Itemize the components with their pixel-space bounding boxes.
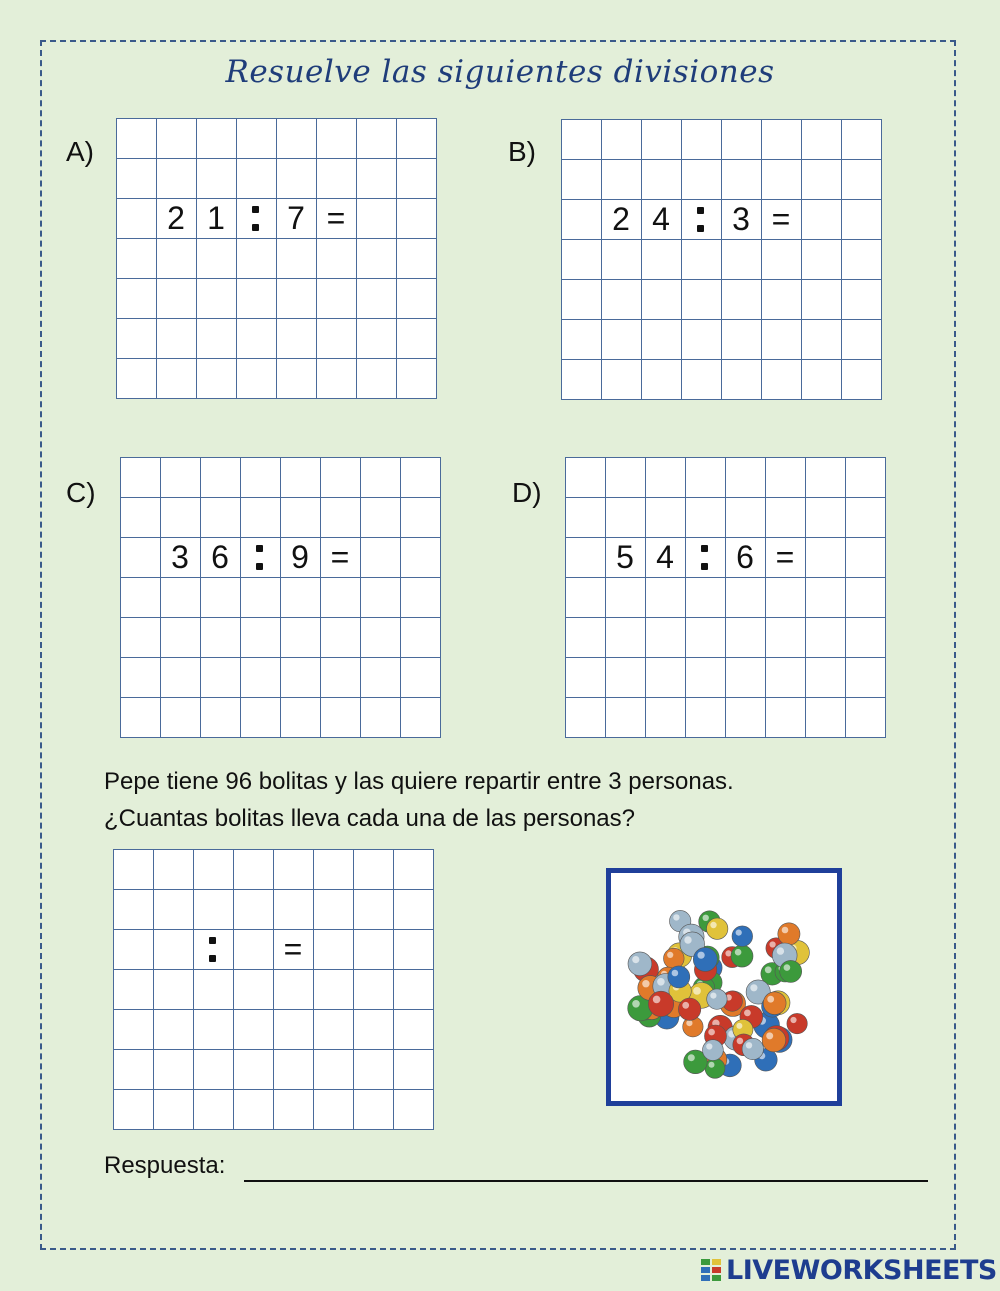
exercise-c-grid[interactable] — [120, 457, 441, 738]
exercise-d-grid[interactable] — [565, 457, 886, 738]
marble-highlight — [686, 1020, 692, 1026]
brand-name: LIVEWORKSHEETS — [726, 1254, 997, 1286]
marble-highlight — [706, 1043, 712, 1049]
exercise-c-label: C) — [66, 477, 96, 508]
exercise-c-divisor: 9 — [291, 538, 309, 575]
exercise-a-divisor: 7 — [287, 199, 305, 236]
marble-highlight — [667, 952, 673, 958]
marble-highlight — [684, 936, 691, 943]
marble — [703, 1040, 724, 1061]
worksheet-title: Resuelve las siguientes divisiones — [225, 54, 775, 90]
marble — [762, 1028, 786, 1052]
marble-highlight — [744, 1010, 751, 1017]
division-sign — [193, 929, 233, 969]
marble-highlight — [709, 1062, 715, 1068]
marble-highlight — [765, 966, 772, 973]
marble-highlight — [682, 1002, 689, 1009]
marble — [732, 926, 753, 947]
marble-highlight — [735, 949, 742, 956]
problem-grid[interactable] — [113, 849, 434, 1130]
marble-highlight — [777, 947, 784, 954]
marble-highlight — [725, 950, 731, 956]
exercise-d-dividend-digit-1: 5 — [616, 538, 634, 575]
problem-line-1: Pepe tiene 96 bolitas y las quiere repartir entre 3 personas. — [104, 768, 734, 795]
marble-highlight — [736, 1023, 742, 1029]
marble-highlight — [710, 922, 716, 928]
exercise-b-dividend-digit-1: 2 — [612, 200, 630, 237]
marble-highlight — [703, 915, 709, 921]
marble-highlight — [698, 952, 705, 959]
liveworksheets-logo — [700, 1255, 997, 1285]
marble-highlight — [693, 987, 701, 995]
division-sign — [681, 199, 721, 239]
marble — [693, 947, 717, 971]
marble-highlight — [736, 930, 742, 936]
exercise-b-grid[interactable] — [561, 119, 882, 400]
exercise-d-divisor: 6 — [736, 538, 754, 575]
division-sign — [240, 537, 280, 577]
marble-highlight — [688, 1054, 695, 1061]
exercise-a-dividend-digit-1: 2 — [167, 199, 185, 236]
marble — [763, 992, 786, 1015]
marble — [628, 952, 652, 976]
marble-highlight — [770, 941, 776, 947]
marble — [731, 945, 753, 967]
marble-highlight — [750, 984, 757, 991]
marble-highlight — [782, 927, 789, 934]
marble-highlight — [672, 970, 679, 977]
exercise-a-label: A) — [66, 136, 94, 167]
marble-highlight — [746, 1042, 752, 1048]
marble-highlight — [737, 1038, 744, 1045]
marble-highlight — [766, 1032, 773, 1039]
marbles-image — [611, 873, 837, 1101]
marble-highlight — [784, 964, 791, 971]
marble-highlight — [657, 978, 665, 986]
division-sign — [685, 537, 725, 577]
marble — [648, 991, 673, 1016]
exercise-b-divisor: 3 — [732, 200, 750, 237]
marble — [778, 923, 800, 945]
exercise-a-dividend-digit-2: 1 — [207, 199, 225, 236]
marble-highlight — [767, 996, 774, 1003]
exercise-b-label: B) — [508, 136, 536, 167]
answer-input-line[interactable] — [244, 1180, 928, 1182]
division-sign — [236, 198, 276, 238]
exercise-c-dividend-digit-2: 6 — [211, 538, 229, 575]
equals-sign: = — [771, 200, 791, 237]
marble-highlight — [673, 914, 679, 920]
marble — [707, 918, 728, 939]
marble-highlight — [642, 980, 649, 987]
marbles-image-frame — [606, 868, 842, 1106]
marble — [780, 960, 802, 982]
exercise-c-dividend-digit-1: 3 — [171, 538, 189, 575]
marble — [787, 1013, 807, 1033]
problem-line-2: ¿Cuantas bolitas lleva cada una de las personas? — [104, 805, 635, 832]
marble-highlight — [708, 1029, 715, 1036]
marble-highlight — [653, 996, 661, 1004]
equals-sign: = — [775, 538, 795, 575]
marble-highlight — [632, 956, 639, 963]
marble — [664, 948, 685, 969]
marble-highlight — [710, 993, 716, 999]
equals-sign: = — [330, 538, 350, 575]
exercise-a-grid[interactable] — [116, 118, 437, 399]
exercise-d-label: D) — [512, 477, 542, 508]
exercise-d-dividend-digit-2: 4 — [656, 538, 674, 575]
equals-sign: = — [326, 199, 346, 236]
equals-sign: = — [283, 930, 303, 967]
marble — [678, 998, 700, 1020]
marble — [705, 1058, 725, 1078]
marble-highlight — [790, 1017, 796, 1023]
marble-highlight — [632, 1000, 640, 1008]
marble — [707, 989, 727, 1009]
marble — [742, 1038, 763, 1059]
answer-label: Respuesta: — [104, 1152, 226, 1179]
liveworksheets-logo-icon — [700, 1257, 722, 1283]
exercise-b-dividend-digit-2: 4 — [652, 200, 670, 237]
marble — [668, 966, 690, 988]
